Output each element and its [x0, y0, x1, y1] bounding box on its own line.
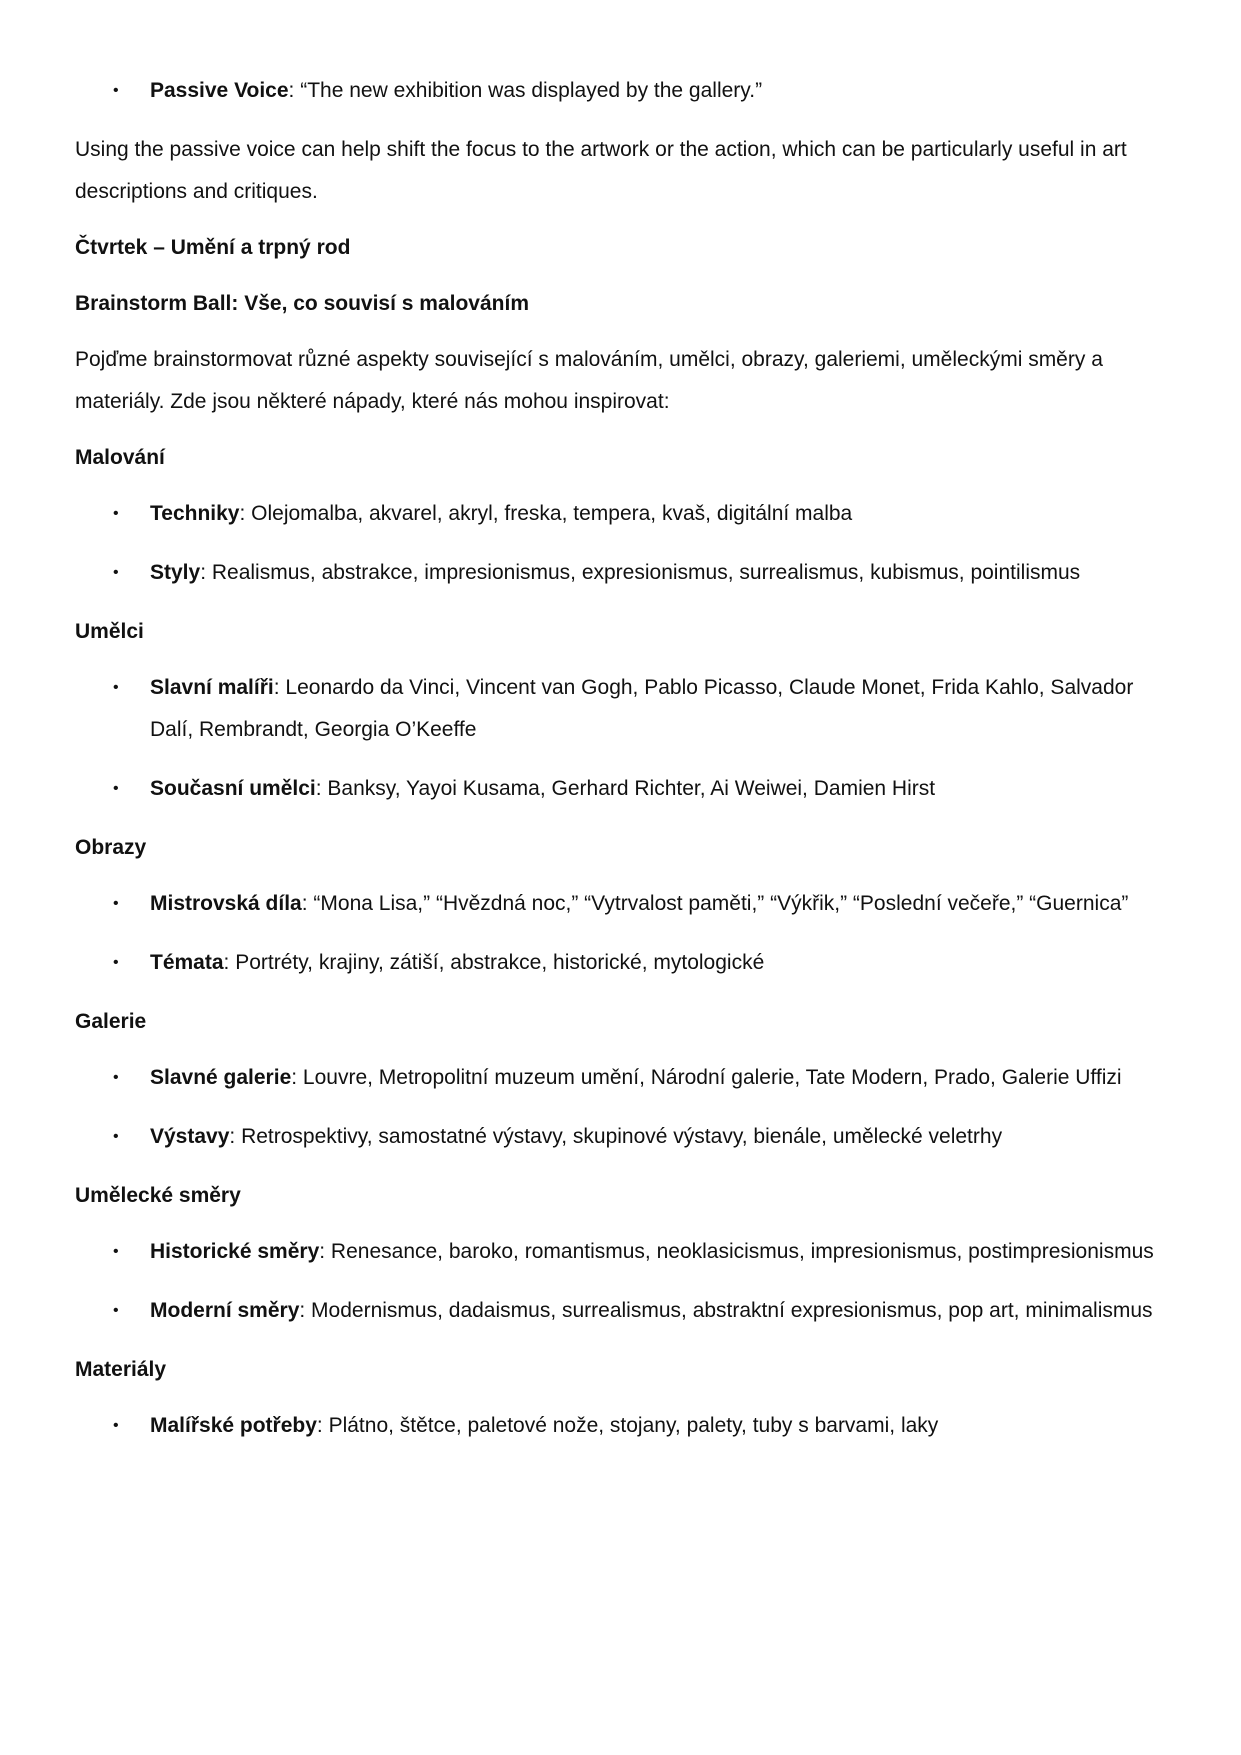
bullet-list — [75, 493, 1165, 594]
list-item-term: Témata — [150, 951, 224, 974]
bullet-icon: • — [113, 505, 119, 522]
bullet-list — [75, 1405, 1165, 1447]
section-heading: Umělecké směry — [75, 1184, 241, 1207]
bullet-icon: • — [113, 1243, 119, 1260]
list-item — [75, 1116, 1165, 1158]
list-item-text: : “The new exhibition was displayed by the gallery.” — [288, 79, 763, 102]
list-item-text: : Realismus, abstrakce, impresionismus, expresionismus, surrealismus, kubismus, pointilismus — [200, 561, 1081, 584]
bullet-icon: • — [113, 1302, 119, 1319]
bullet-icon: • — [113, 1417, 119, 1434]
bullet-list — [75, 1057, 1165, 1158]
list-item — [75, 552, 1165, 594]
bullet-icon: • — [113, 679, 119, 696]
section-heading: Galerie — [75, 1010, 147, 1033]
section-heading: Malování — [75, 446, 165, 469]
list-item-term: Styly — [150, 561, 201, 584]
list-item-text: : Modernismus, dadaismus, surrealismus, abstraktní expresionismus, pop art, minimalismus — [299, 1299, 1153, 1322]
list-item-term: Historické směry — [150, 1240, 320, 1263]
list-item-term: Výstavy — [150, 1125, 230, 1148]
list-item-term: Moderní směry — [150, 1299, 300, 1322]
bullet-icon: • — [113, 82, 119, 99]
bullet-icon: • — [113, 1069, 119, 1086]
list-item-term: Techniky — [150, 502, 240, 525]
list-item-term: Slavní malíři — [150, 676, 274, 699]
bullet-icon: • — [113, 895, 119, 912]
list-item-term: Mistrovská díla — [150, 892, 302, 915]
list-item-text: : “Mona Lisa,” “Hvězdná noc,” “Vytrvalost paměti,” “Výkřik,” “Poslední večeře,” “Guernica” — [301, 892, 1129, 915]
intro-paragraph: Using the passive voice can help shift the focus to the artwork or the action, which can be particularly useful in art descriptions and critiques. — [75, 138, 1127, 203]
bullet-icon: • — [113, 564, 119, 581]
section-heading: Materiály — [75, 1358, 167, 1381]
document-page — [75, 70, 1165, 1464]
section-title: Čtvrtek – Umění a trpný rod — [75, 236, 351, 259]
list-item — [75, 883, 1165, 925]
bullet-icon: • — [113, 1128, 119, 1145]
bullet-list — [75, 1231, 1165, 1332]
list-item-text: : Louvre, Metropolitní muzeum umění, Národní galerie, Tate Modern, Prado, Galerie Uffizi — [291, 1066, 1122, 1089]
bullet-list — [75, 667, 1165, 810]
list-item — [75, 1231, 1165, 1273]
list-item — [75, 1290, 1165, 1332]
brainstorm-paragraph: Pojďme brainstormovat různé aspekty související s malováním, umělci, obrazy, galeriemi, uměleckými směry a materiály. Zde jsou některé nápady, které nás mohou inspirovat: — [75, 348, 1103, 413]
list-item-text: : Plátno, štětce, paletové nože, stojany, palety, tuby s barvami, laky — [316, 1414, 939, 1437]
bullet-list — [75, 883, 1165, 984]
bullet-icon: • — [113, 780, 119, 797]
list-item-text: : Leonardo da Vinci, Vincent van Gogh, Pablo Picasso, Claude Monet, Frida Kahlo, Salvador Dalí, Rembrandt, Georgia O’Keeffe — [150, 676, 1134, 741]
topic-sections — [75, 437, 1165, 1447]
list-item-text: : Banksy, Yayoi Kusama, Gerhard Richter, Ai Weiwei, Damien Hirst — [315, 777, 936, 800]
list-item-text: : Retrospektivy, samostatné výstavy, skupinové výstavy, bienále, umělecké veletrhy — [229, 1125, 1003, 1148]
list-item — [75, 667, 1165, 751]
list-item-term: Malířské potřeby — [150, 1414, 317, 1437]
list-item-text: : Renesance, baroko, romantismus, neoklasicismus, impresionismus, postimpresionismus — [319, 1240, 1154, 1263]
top-bullet-list — [75, 70, 1165, 112]
list-item — [75, 1057, 1165, 1099]
section-heading: Obrazy — [75, 836, 147, 859]
list-item — [75, 493, 1165, 535]
list-item-text: : Olejomalba, akvarel, akryl, freska, tempera, kvaš, digitální malba — [239, 502, 853, 525]
list-item-term: Současní umělci — [150, 777, 316, 800]
list-item-term: Slavné galerie — [150, 1066, 292, 1089]
list-item-text: : Portréty, krajiny, zátiší, abstrakce, historické, mytologické — [223, 951, 765, 974]
bullet-icon: • — [113, 954, 119, 971]
list-item — [75, 942, 1165, 984]
list-item-term: Passive Voice — [150, 79, 289, 102]
section-heading: Umělci — [75, 620, 144, 643]
list-item — [75, 70, 1165, 112]
list-item — [75, 1405, 1165, 1447]
list-item — [75, 768, 1165, 810]
brainstorm-title: Brainstorm Ball: Vše, co souvisí s malováním — [75, 292, 529, 315]
